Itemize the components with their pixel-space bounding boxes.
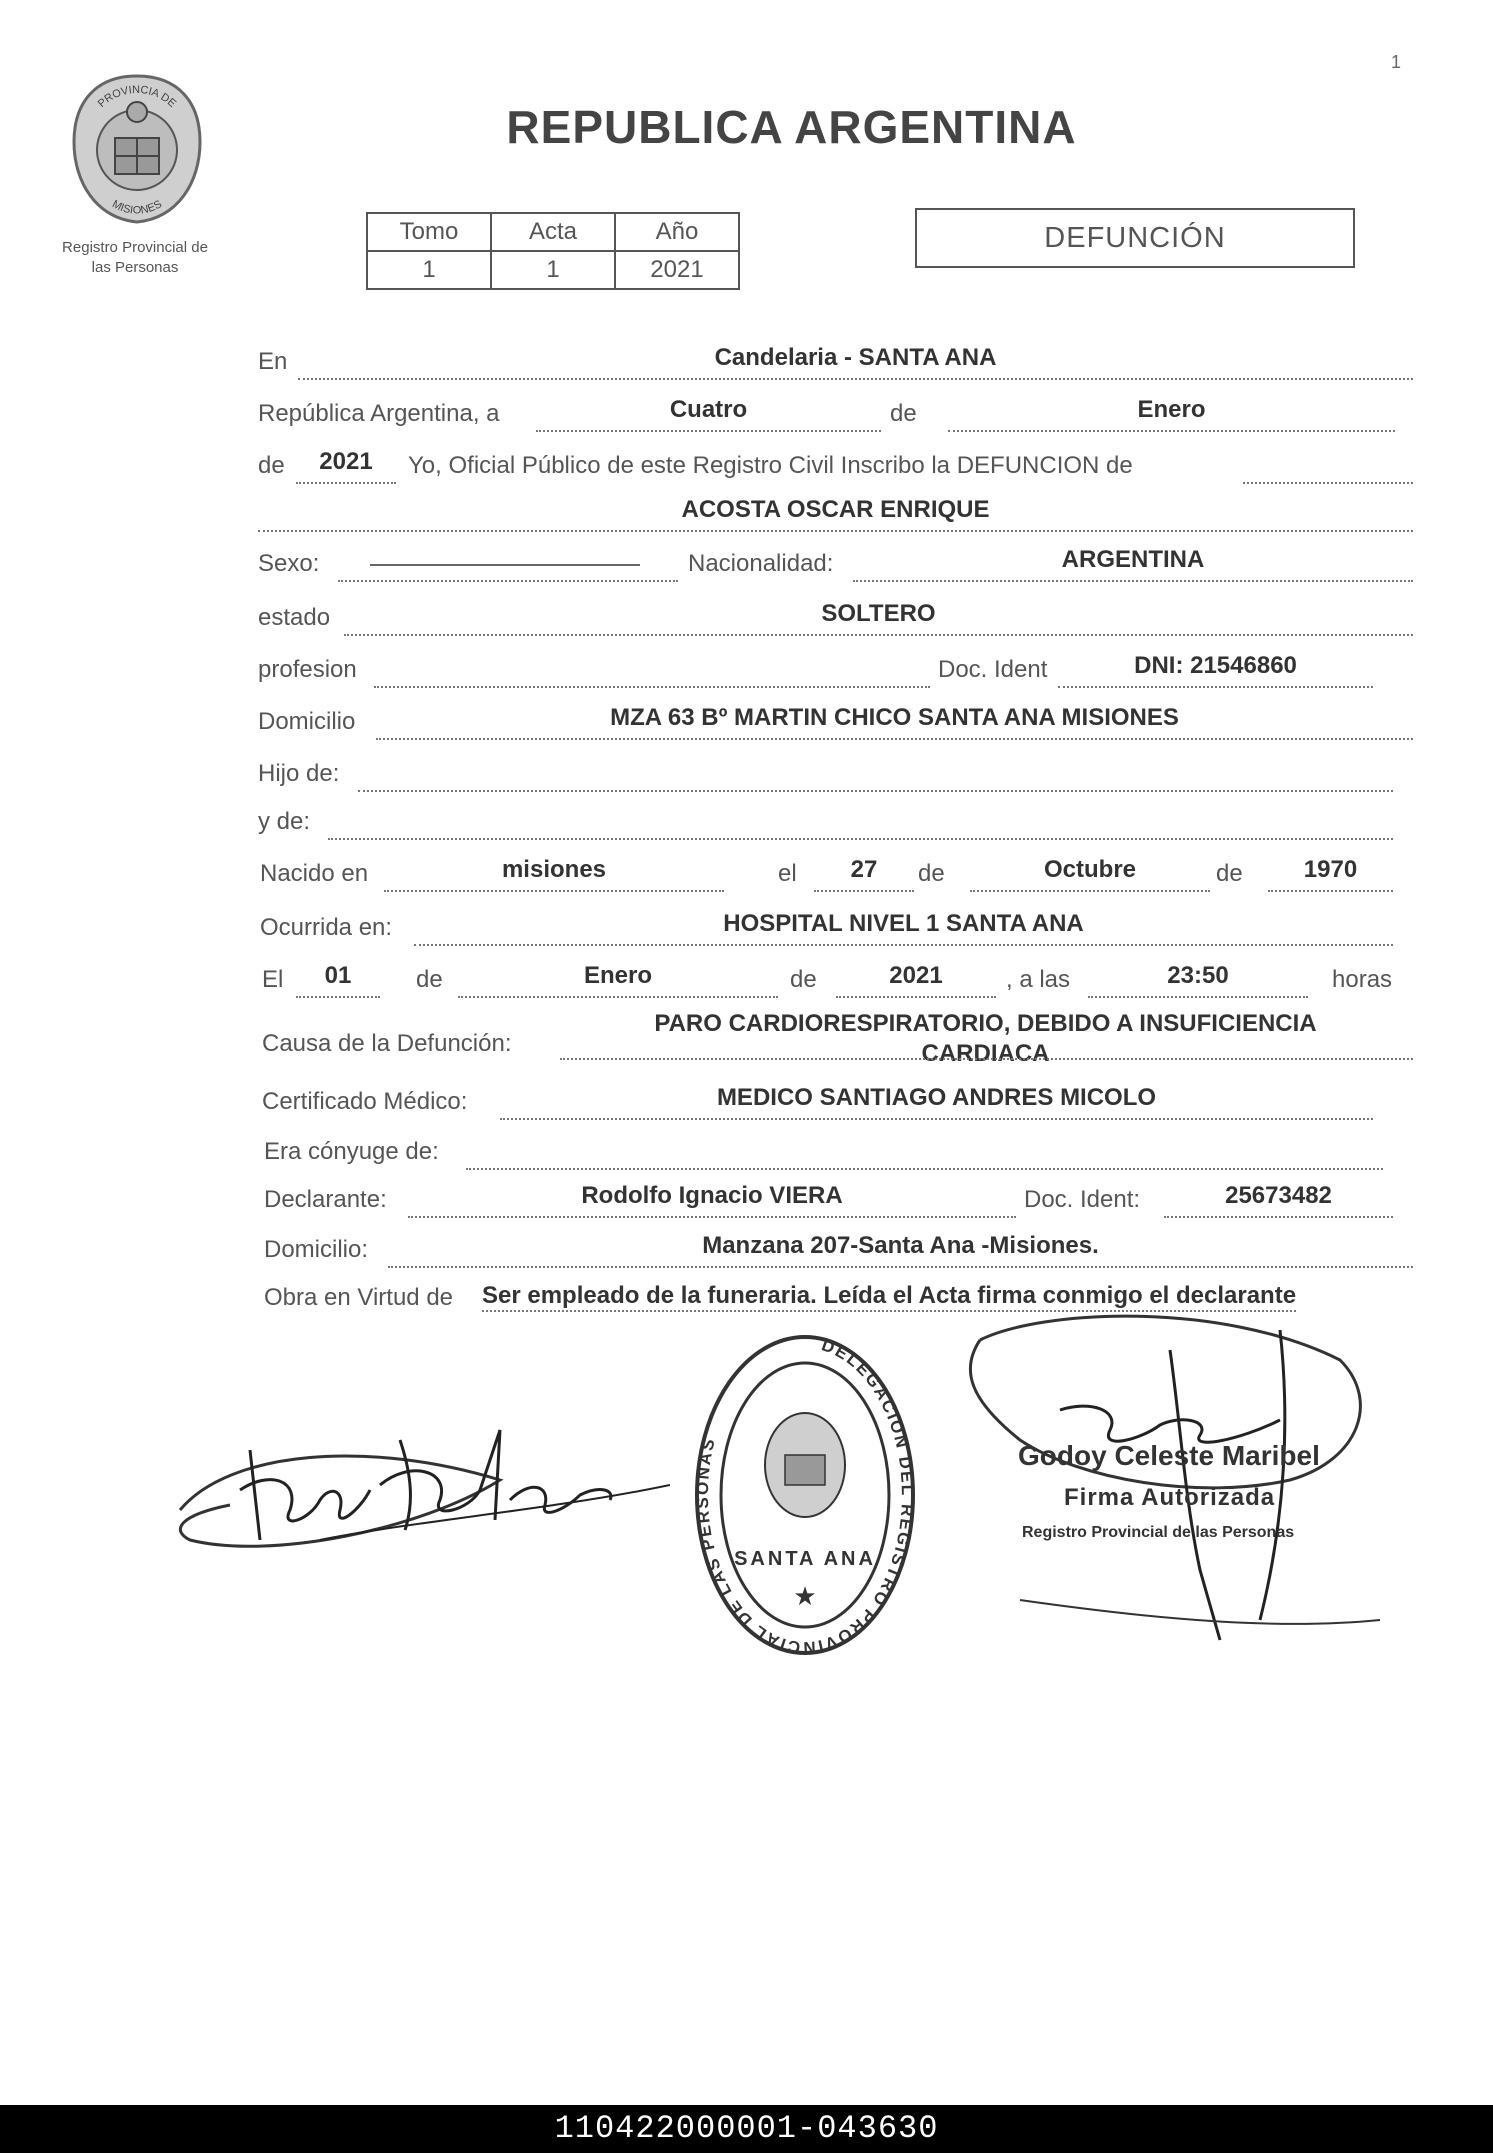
label-ocurrida-en: Ocurrida en: [260, 914, 393, 941]
value-declarante-domicilio: Manzana 207-Santa Ana -Misiones. [702, 1232, 1099, 1259]
label-nacionalidad: Nacionalidad: [688, 550, 834, 577]
field-dni [1058, 646, 1373, 688]
row-fecha-acta [258, 392, 1413, 432]
row-estado [258, 596, 1413, 636]
sexo-dash [370, 564, 640, 566]
label-de-2: de [258, 452, 285, 479]
label-estado: estado [258, 604, 331, 631]
value-causa-1: PARO CARDIORESPIRATORIO, DEBIDO A INSUFICIENCIA [654, 1010, 1317, 1037]
svg-text:MISIONES: MISIONES [110, 198, 164, 217]
document-type-box: DEFUNCIÓN [915, 208, 1355, 268]
field-nacido-lugar [384, 850, 724, 892]
record-value-row [367, 251, 739, 289]
label-certificado: Certificado Médico: [262, 1088, 468, 1115]
label-yo: Yo, Oficial Público de este Registro Civil Inscribo la DEFUNCION de [408, 452, 1133, 479]
row-nombre [258, 492, 1413, 532]
label-causa: Causa de la Defunción: [262, 1030, 512, 1057]
label-el: el [778, 860, 797, 887]
value-def-dia: 01 [324, 962, 352, 989]
label-republica: República Argentina, a [258, 400, 500, 427]
field-blank-1 [1243, 442, 1413, 484]
value-lugar: Candelaria - SANTA ANA [714, 344, 997, 371]
svg-text:PROVINCIA DE: PROVINCIA DE [95, 83, 179, 111]
label-de-4: de [1216, 860, 1243, 887]
field-anio [296, 442, 396, 484]
official-name: Godoy Celeste Maribel [1018, 1440, 1320, 1471]
label-horas: horas [1332, 966, 1393, 993]
value-ocurrida: HOSPITAL NIVEL 1 SANTA ANA [723, 910, 1084, 937]
value-def-mes: Enero [583, 962, 652, 989]
label-doc-ident: Doc. Ident [938, 656, 1048, 683]
field-profesion [374, 646, 930, 688]
registry-name [30, 238, 240, 278]
row-fecha-defuncion [258, 958, 1413, 998]
value-def-anio: 2021 [889, 962, 943, 989]
label-en: En [258, 348, 288, 375]
label-el-upper: El [262, 966, 284, 993]
svg-text:DELEGACION DEL REGISTRO PROVIN: DELEGACION DEL REGISTRO PROVINCIAL DE LAS PERSONAS [692, 1335, 918, 1658]
row-conyuge [258, 1130, 1413, 1170]
field-hijo-de [358, 750, 1393, 792]
field-certificado [500, 1078, 1373, 1120]
field-sexo [338, 540, 678, 582]
value-anio: 2021 [319, 448, 373, 475]
label-domicilio-2: Domicilio: [264, 1236, 369, 1263]
row-ocurrida [258, 906, 1413, 946]
record-header-row [367, 213, 739, 251]
field-declarante-doc [1164, 1176, 1393, 1218]
row-y-de [258, 800, 1413, 840]
page-number: 1 [1390, 52, 1401, 72]
field-nacido-mes [970, 850, 1210, 892]
row-lugar [258, 340, 1413, 380]
document-id-strip: 110422000001-043630 [0, 2105, 1493, 2153]
value-dia: Cuatro [669, 396, 748, 423]
value-nacido-anio: 1970 [1303, 856, 1358, 883]
document-title: REPUBLICA ARGENTINA [506, 101, 1077, 153]
value-nombre: ACOSTA OSCAR ENRIQUE [681, 496, 990, 523]
value-domicilio: MZA 63 Bº MARTIN CHICO SANTA ANA MISIONES [610, 704, 1179, 731]
row-profesion [258, 648, 1413, 688]
record-value-acta: 1 [491, 251, 615, 289]
row-certificado [258, 1080, 1413, 1120]
row-anio-acta [258, 444, 1413, 484]
registry-line-1: Registro Provincial de [62, 239, 208, 256]
field-dia [536, 390, 881, 432]
field-def-hora [1088, 956, 1308, 998]
official-role: Firma Autorizada [1064, 1484, 1276, 1511]
field-conyuge [466, 1128, 1383, 1170]
svg-text:★: ★ [793, 1581, 817, 1611]
field-ocurrida [414, 904, 1393, 946]
row-nacido [258, 852, 1413, 892]
row-domicilio [258, 700, 1413, 740]
row-domicilio-2 [258, 1228, 1413, 1268]
label-y-de: y de: [258, 808, 311, 835]
label-a-las: , a las [1006, 966, 1071, 993]
declarant-signature [170, 1390, 670, 1570]
record-header-anio: Año [615, 213, 739, 251]
svg-text:SANTA ANA: SANTA ANA [734, 1548, 876, 1570]
value-nacionalidad: ARGENTINA [1061, 546, 1205, 573]
value-dni: DNI: 21546860 [1134, 652, 1297, 679]
label-obra: Obra en Virtud de [264, 1284, 454, 1311]
value-obra: Ser empleado de la funeraria. Leída el Acta firma conmigo el declarante [482, 1282, 1296, 1312]
row-hijo-de [258, 752, 1413, 792]
field-lugar [298, 338, 1413, 380]
field-declarante [408, 1176, 1016, 1218]
official-stamp [690, 1330, 920, 1660]
label-sexo: Sexo: [258, 550, 320, 577]
field-def-mes [458, 956, 778, 998]
label-nacido-en: Nacido en [260, 860, 369, 887]
record-header-acta: Acta [491, 213, 615, 251]
label-de-6: de [790, 966, 817, 993]
value-declarante: Rodolfo Ignacio VIERA [581, 1182, 843, 1209]
label-domicilio: Domicilio [258, 708, 356, 735]
causa-underline [560, 1058, 1413, 1060]
value-causa-2: CARDIACA [921, 1040, 1050, 1067]
field-def-dia [296, 956, 380, 998]
record-table [366, 212, 740, 290]
row-sexo [258, 542, 1413, 582]
field-nacionalidad [853, 540, 1413, 582]
field-def-anio [836, 956, 996, 998]
row-declarante [258, 1178, 1413, 1218]
field-nacido-anio [1268, 850, 1393, 892]
official-office: Registro Provincial de las Personas [1022, 1524, 1295, 1541]
value-mes: Enero [1137, 396, 1206, 423]
value-declarante-doc: 25673482 [1225, 1182, 1332, 1209]
value-nacido-lugar: misiones [501, 856, 607, 883]
record-value-tomo: 1 [367, 251, 491, 289]
label-declarante: Declarante: [264, 1186, 387, 1213]
label-conyuge: Era cónyuge de: [264, 1138, 439, 1165]
field-declarante-domicilio [388, 1226, 1413, 1268]
field-nacido-dia [814, 850, 914, 892]
label-de-1: de [890, 400, 917, 427]
value-nacido-mes: Octubre [1043, 856, 1136, 883]
label-profesion: profesion [258, 656, 357, 683]
value-estado: SOLTERO [821, 600, 936, 627]
field-nombre [258, 490, 1413, 532]
value-nacido-dia: 27 [850, 856, 878, 883]
value-certificado: MEDICO SANTIAGO ANDRES MICOLO [716, 1084, 1157, 1111]
label-hijo-de: Hijo de: [258, 760, 340, 787]
field-domicilio [376, 698, 1413, 740]
record-header-tomo: Tomo [367, 213, 491, 251]
label-de-5: de [416, 966, 443, 993]
field-y-de [328, 798, 1393, 840]
record-value-anio: 2021 [615, 251, 739, 289]
label-de-3: de [918, 860, 945, 887]
field-mes [948, 390, 1395, 432]
field-estado [344, 594, 1413, 636]
value-def-hora: 23:50 [1167, 962, 1229, 989]
registry-line-2: las Personas [91, 259, 179, 276]
authorized-block [1018, 1440, 1398, 1542]
label-doc-ident-2: Doc. Ident: [1024, 1186, 1141, 1213]
